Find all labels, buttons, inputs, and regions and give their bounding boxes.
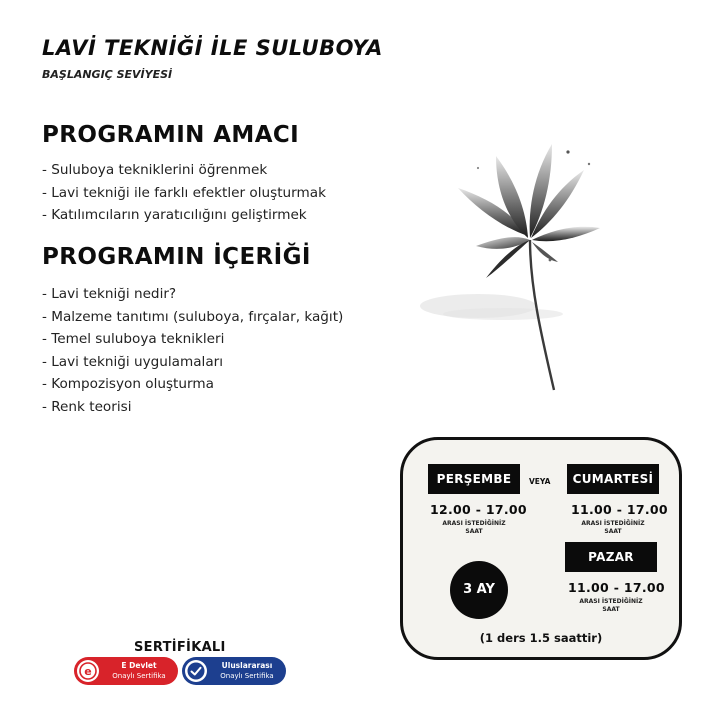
day-sunday: PAZAR xyxy=(565,542,657,572)
time-note-saturday: ARASI İSTEDİĞİNİZ SAAT xyxy=(581,520,645,535)
e-devlet-certificate-badge xyxy=(74,657,178,685)
content-list xyxy=(42,283,343,418)
list-item: - Lavi tekniği ile farklı efektler oluşturmak xyxy=(42,184,326,201)
time-thursday: 12.00 - 17.00 xyxy=(430,502,527,517)
day-saturday: CUMARTESİ xyxy=(567,464,659,494)
aims-heading: PROGRAMIN AMACI xyxy=(42,122,300,148)
content-heading: PROGRAMIN İÇERİĞİ xyxy=(42,244,311,270)
level-subtitle: BAŞLANGIÇ SEVİYESİ xyxy=(42,68,173,81)
day-thursday: PERŞEMBE xyxy=(428,464,520,494)
badge-label: E Devlet xyxy=(121,661,157,670)
or-label: VEYA xyxy=(529,477,551,486)
e-devlet-logo-icon xyxy=(77,660,99,682)
page-title: LAVİ TEKNİĞİ İLE SULUBOYA xyxy=(42,36,383,60)
time-saturday: 11.00 - 17.00 xyxy=(571,502,668,517)
lesson-info: (1 ders 1.5 saattir) xyxy=(479,631,603,645)
time-note-thursday: ARASI İSTEDİĞİNİZ SAAT xyxy=(442,520,506,535)
ink-flower-illustration xyxy=(418,128,610,394)
list-item: - Kompozisyon oluşturma xyxy=(42,376,214,392)
list-item: - Temel suluboya teknikleri xyxy=(42,331,225,347)
international-certificate-badge xyxy=(182,657,286,685)
duration-badge: 3 AY xyxy=(450,561,508,619)
svg-text:e: e xyxy=(84,665,92,678)
list-item: - Lavi tekniği nedir? xyxy=(42,286,177,302)
list-item: - Suluboya tekniklerini öğrenmek xyxy=(42,162,268,178)
list-item: - Renk teorisi xyxy=(42,398,132,415)
badge-label: Uluslararası xyxy=(221,661,273,670)
certificate-title: SERTİFİKALI xyxy=(134,640,226,655)
list-item: - Katılımcıların yaratıcılığını geliştirmek xyxy=(42,207,307,223)
checkmark-icon xyxy=(185,660,207,682)
list-item: - Lavi tekniği uygulamaları xyxy=(42,353,224,370)
badge-sublabel: Onaylı Sertifika xyxy=(112,671,166,680)
time-note-sunday: ARASI İSTEDİĞİNİZ SAAT xyxy=(579,598,643,613)
list-item: - Malzeme tanıtımı (suluboya, fırçalar, kağıt) xyxy=(42,308,344,325)
badge-sublabel: Onaylı Sertifika xyxy=(220,671,274,680)
aims-list xyxy=(42,159,326,227)
time-sunday: 11.00 - 17.00 xyxy=(568,580,665,595)
schedule-card xyxy=(400,437,682,660)
